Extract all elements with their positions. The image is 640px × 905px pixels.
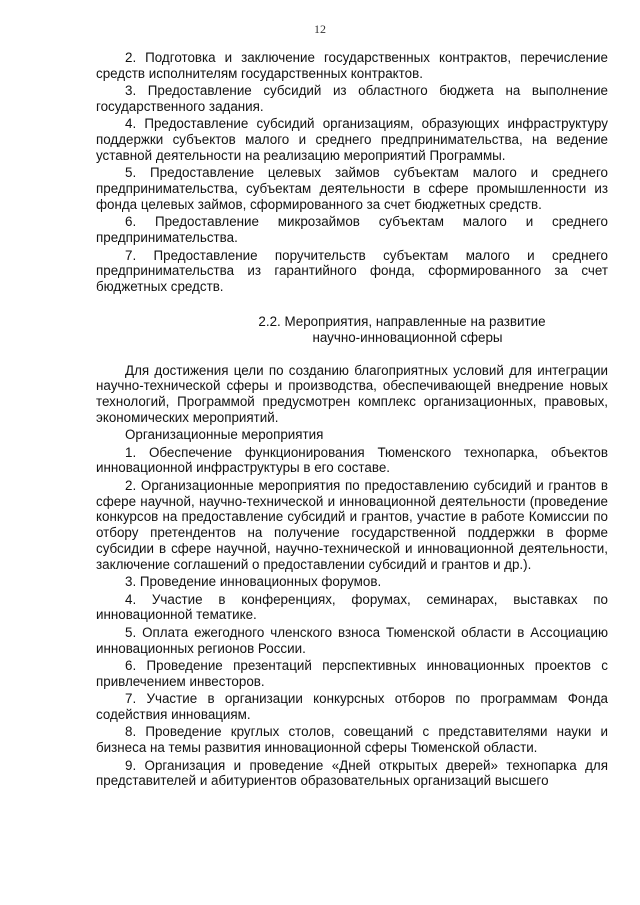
list-item: 6. Предоставление микрозаймов субъектам малого и среднего предпринимательства.	[96, 214, 608, 246]
section-heading-line2: научно-инновационной сферы	[312, 329, 503, 345]
list-item: 9. Организация и проведение «Дней открытых дверей» технопарка для представителей и абитуриентов образовательных организаций высшего	[96, 757, 608, 789]
subheading: Организационные мероприятия	[125, 427, 324, 443]
section-heading-line1: 2.2. Мероприятия, направленные на развитие	[258, 313, 546, 329]
list-item: 3. Предоставление субсидий из областного бюджета на выполнение государственного задания.	[96, 83, 608, 114]
list-item: 7. Предоставление поручительств субъектам малого и среднего предпринимательства из гарантийного фонда, сформированного за счет бюджетных средств.	[96, 247, 608, 295]
page-number: 12	[314, 22, 326, 36]
list-item: 1. Обеспечение функционирования Тюменского технопарка, объектов инновационной инфраструктуры в его составе.	[96, 444, 608, 476]
section-heading	[96, 314, 608, 346]
list-item: 4. Предоставление субсидий организациям, образующих инфраструктуру поддержки субъектов малого и среднего предпринимательства, на ведение уставной деятельности на реализацию мероприятий Программы.	[96, 116, 608, 163]
list-item: 2. Подготовка и заключение государственных контрактов, перечисление средств исполнителям государственных контрактов.	[96, 50, 608, 81]
list-item: 8. Проведение круглых столов, совещаний с представителями науки и бизнеса на темы развития инновационной сферы Тюменской области.	[96, 724, 608, 756]
list-item: 3. Проведение инновационных форумов.	[125, 574, 382, 590]
intro-paragraph: Для достижения цели по созданию благоприятных условий для интеграции научно-технической сферы и производства, обеспечивающей внедрение новых технологий, Программой предусмотрен комплекс организационных, правовых, экономических мероприятий.	[96, 362, 608, 425]
list-item: 2. Организационные мероприятия по предоставлению субсидий и грантов в сфере научной, научно-технической и инновационной деятельности (проведение конкурсов на предоставление субсидий и грантов, участие в работе Комиссии по отбору претендентов на получение государственной поддержки в форме субсидии в сфере научной, научно-технической и инновационной деятельности, заключение соглашений о предоставлении субсидий и грантов и др.).	[96, 477, 608, 572]
list-item: 5. Оплата ежегодного членского взноса Тюменской области в Ассоциацию инновационных регионов России.	[96, 624, 608, 656]
list-item: 6. Проведение презентаций перспективных инновационных проектов с привлечением инвесторов.	[96, 658, 608, 689]
list-item: 5. Предоставление целевых займов субъектам малого и среднего предпринимательства, субъектам деятельности в сфере промышленности из фонда целевых займов, сформированного за счет бюджетных средств.	[96, 165, 608, 212]
list-item: 7. Участие в организации конкурсных отборов по программам Фонда содействия инновациям.	[96, 691, 608, 722]
document-body	[96, 50, 608, 791]
list-item: 4. Участие в конференциях, форумах, семинарах, выставках по инновационной тематике.	[96, 591, 608, 623]
